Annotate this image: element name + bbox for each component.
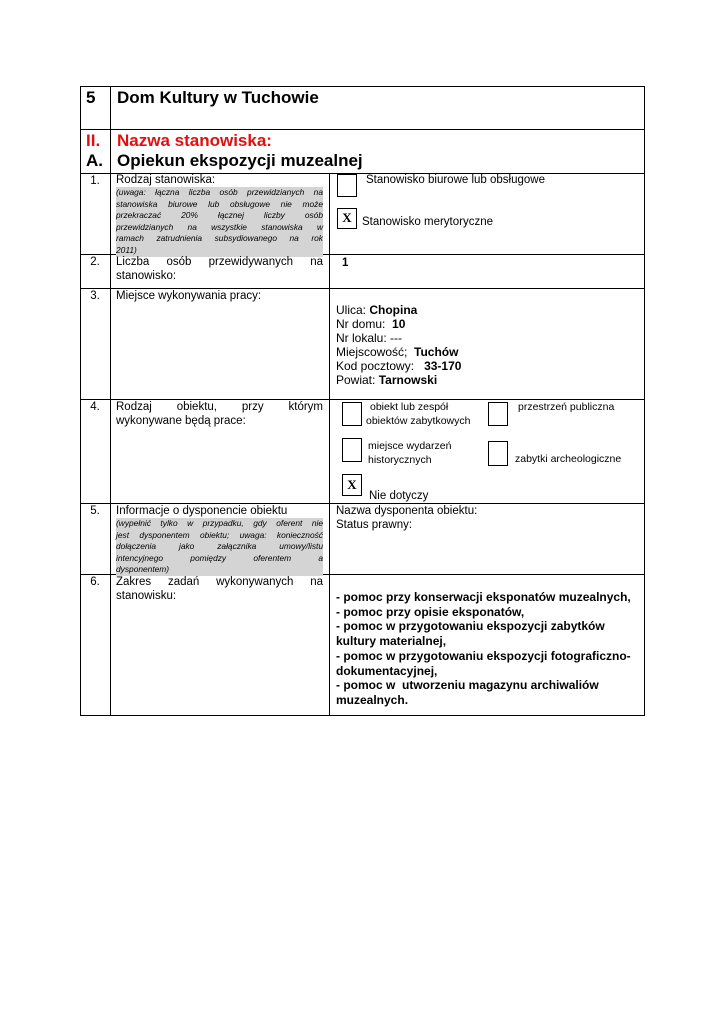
list-item: - pomoc przy konserwacji eksponatów muzealnych, (336, 590, 631, 604)
row-number: 4. (90, 401, 100, 413)
option-line: miejsce wydarzeń (368, 440, 452, 452)
checkbox-heritage-object[interactable] (342, 402, 362, 426)
note-line: 2011) (116, 244, 137, 255)
option-label (366, 400, 470, 428)
postal-value: 33-170 (424, 359, 462, 373)
position-label: Nazwa stanowiska: (117, 131, 272, 150)
option-label: Stanowisko merytoryczne (362, 216, 494, 228)
checkbox-substantive-position[interactable]: X (337, 208, 357, 229)
row-label: Miejsce wykonywania pracy: (116, 290, 262, 302)
header-title: Dom Kultury w Tuchowie (117, 88, 319, 107)
value-line: Status prawny: (336, 518, 413, 531)
option-label: zabytki archeologiczne (515, 453, 622, 465)
column-divider (110, 86, 111, 716)
section-letter: A. (86, 151, 103, 170)
county-value: Tarnowski (378, 373, 438, 387)
column-divider (329, 173, 330, 716)
table-border-right (644, 86, 645, 716)
row-divider (80, 503, 645, 504)
row-divider (80, 288, 645, 289)
note-line: dołączenia jako załącznika umowy/listu (116, 541, 323, 552)
row-label: Rodzaj stanowiska: (116, 174, 216, 186)
row-divider (80, 129, 645, 130)
task-list (336, 590, 641, 708)
list-item: - pomoc w przygotowaniu ekspozycji fotograficzno- (336, 648, 631, 663)
address-block (336, 303, 461, 387)
checkbox-office-position[interactable] (337, 174, 357, 197)
note-line: przewidzianych na wszystkie stanowiska w (116, 221, 323, 232)
checkbox-public-space[interactable] (488, 402, 508, 426)
note-line: (wypełnić tylko w przypadku, gdy oferent nie (116, 518, 323, 528)
row-label: stanowisko: (116, 270, 177, 282)
option-label: Nie dotyczy (369, 490, 429, 502)
checkbox-archaeological[interactable] (488, 441, 508, 466)
note-line: jest dysponentem obiektu; uwaga: konieczność (116, 529, 323, 540)
row-number: 5. (90, 505, 100, 517)
table-border-top (80, 86, 645, 87)
county-label: Powiat: (336, 373, 376, 387)
row-label: Informacje o dysponencie obiektu (116, 505, 288, 517)
row-number: 6. (90, 576, 100, 588)
checkbox-not-applicable[interactable]: X (342, 474, 362, 496)
option-line: obiekt lub zespół (370, 401, 449, 413)
note-line: przekraczać 20% łącznej liczby osób (116, 210, 323, 221)
row-number: 3. (90, 290, 100, 302)
list-item: - pomoc przy opisie eksponatów, (336, 604, 525, 619)
row-note (116, 187, 323, 257)
option-label (368, 439, 451, 467)
section-number: II. (86, 131, 101, 150)
row-number: 1. (90, 175, 100, 187)
note-line: intencyjnego pomiędzy oferentem a (116, 552, 323, 563)
list-item: muzealnych. (336, 692, 409, 707)
row-number: 2. (90, 256, 100, 268)
list-item: - pomoc w utworzeniu magazynu archiwaliów (336, 678, 599, 693)
local-value: --- (390, 331, 403, 345)
row-value (336, 505, 477, 532)
row-label: Liczba osób przewidywanych na (116, 256, 323, 268)
street-value: Chopina (369, 303, 418, 317)
option-label: Stanowisko biurowe lub obsługowe (366, 174, 545, 186)
city-label: Miejscowość; (336, 345, 408, 359)
note-line: stanowiska biurowe lub obsługowe nie może (116, 198, 323, 209)
checkbox-historic-site[interactable] (342, 438, 362, 462)
row-label: wykonywane będą prace: (116, 415, 246, 427)
list-item: - pomoc w przygotowaniu ekspozycji zabytków (336, 619, 605, 634)
note-line: dysponentem) (116, 564, 170, 575)
option-line: obiektów zabytkowych (366, 415, 471, 427)
table-border-bottom (80, 715, 645, 716)
list-item: dokumentacyjnej, (336, 663, 438, 678)
row-value: 1 (342, 257, 349, 269)
row-label: stanowisku: (116, 590, 177, 602)
header-number: 5 (86, 88, 96, 107)
house-label: Nr domu: (336, 317, 386, 331)
note-line: ramach zatrudnienia subsydiowanego na rok (116, 233, 323, 244)
option-line: historycznych (368, 454, 432, 466)
house-value: 10 (392, 317, 406, 331)
row-note (116, 518, 323, 576)
row-label: Zakres zadań wykonywanych na (116, 576, 323, 588)
postal-label: Kod pocztowy: (336, 359, 415, 373)
list-item: kultury materialnej, (336, 634, 447, 649)
local-label: Nr lokalu: (336, 331, 387, 345)
note-line: (uwaga: łączna liczba osób przewidzianych na (116, 187, 323, 197)
value-line: Nazwa dysponenta obiektu: (336, 505, 478, 517)
row-label: Rodzaj obiektu, przy którym (116, 401, 323, 413)
city-value: Tuchów (414, 345, 459, 359)
option-label: przestrzeń publiczna (518, 401, 615, 413)
position-name: Opiekun ekspozycji muzealnej (117, 151, 363, 170)
street-label: Ulica: (336, 303, 367, 317)
